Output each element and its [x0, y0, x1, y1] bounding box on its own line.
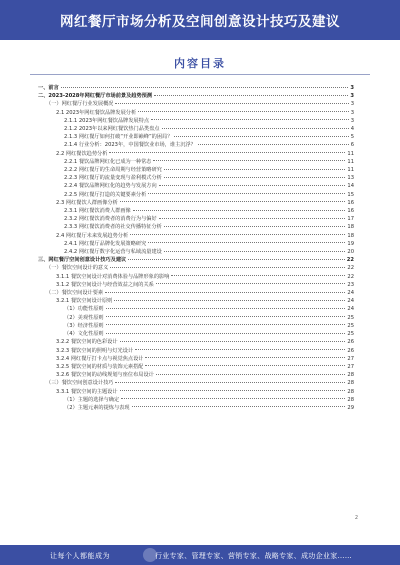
toc-entry-title: 2.2 网红餐饮趋势分析 — [56, 150, 108, 157]
toc-entry-page: 27 — [347, 363, 354, 370]
toc-entry-page: 14 — [347, 183, 354, 190]
toc-entry[interactable] — [38, 150, 354, 158]
toc-entry-page: 16 — [347, 199, 354, 206]
toc-entry-page: 20 — [347, 249, 354, 256]
toc-entry[interactable] — [38, 100, 354, 108]
toc-entry[interactable] — [38, 355, 354, 363]
toc-entry-title: （三）餐饮空间创意设计技巧 — [46, 380, 114, 387]
toc-leader-dots — [61, 87, 349, 88]
toc-top-rule — [30, 74, 370, 75]
toc-leader-dots — [162, 128, 349, 129]
footer-band — [0, 545, 400, 565]
toc-leader-dots — [154, 95, 348, 96]
toc-entry-page: 22 — [347, 273, 354, 280]
toc-entry-title: （1）功能性原则 — [64, 306, 104, 313]
toc-entry-page: 13 — [347, 175, 354, 182]
toc-leader-dots — [151, 119, 349, 120]
toc-entry[interactable] — [38, 117, 354, 125]
toc-entry[interactable] — [38, 256, 354, 264]
toc-entry-page: 22 — [347, 265, 354, 272]
toc-entry-title: 2.3.2 网红餐饮消费者的消费行为与偏好 — [64, 216, 157, 223]
toc-leader-dots — [148, 242, 345, 243]
toc-entry[interactable] — [38, 174, 354, 182]
toc-entry-title: 2.2.3 网红餐厅的流量变现与盈利模式分析 — [64, 175, 162, 182]
toc-entry[interactable] — [38, 125, 354, 133]
toc-entry-title: 2.1.2 2023年以来网红餐饮热门品类盘点 — [64, 126, 160, 133]
toc-entry-title: 3.2.4 网红餐厅打卡点与视觉焦点设计 — [56, 355, 144, 362]
footer-slogan: 让每个人都能成为 — [50, 552, 110, 560]
toc-entry[interactable] — [38, 396, 354, 404]
toc-leader-dots — [153, 160, 345, 161]
toc-entry-page: 23 — [347, 281, 354, 288]
toc-entry-title: 2.3.1 网红餐饮消费人群画像 — [64, 208, 131, 215]
toc-entry-page: 25 — [347, 331, 354, 338]
toc-leader-dots — [115, 382, 345, 383]
toc-entry[interactable] — [38, 158, 354, 166]
toc-entry-page: 28 — [347, 396, 354, 403]
toc-entry-title: （一）餐饮空间设计的意义 — [46, 265, 109, 272]
toc-entry-page: 11 — [347, 150, 354, 157]
toc-leader-dots — [106, 333, 346, 334]
toc-leader-dots — [174, 136, 348, 137]
toc-entry[interactable] — [38, 223, 354, 231]
toc-entry-page: 24 — [347, 290, 354, 297]
toc-leader-dots — [128, 259, 345, 260]
toc-entry[interactable] — [38, 404, 354, 412]
toc-leader-dots — [115, 103, 348, 104]
toc-entry[interactable] — [38, 297, 354, 305]
toc-leader-dots — [105, 292, 345, 293]
toc-entry-page: 25 — [347, 314, 354, 321]
toc-entry[interactable] — [38, 388, 354, 396]
toc-leader-dots — [145, 365, 345, 366]
toc-heading: 内容目录 — [174, 57, 226, 70]
toc-leader-dots — [145, 357, 345, 358]
toc-leader-dots — [120, 201, 346, 202]
toc-leader-dots — [133, 210, 346, 211]
toc-entry-page: 26 — [347, 347, 354, 354]
toc-entry-page: 4 — [350, 126, 354, 133]
toc-entry-title: 三、网红餐厅空间创意设计技巧及建议 — [38, 257, 127, 264]
toc-entry[interactable] — [38, 371, 354, 379]
toc-entry-title: 2.4.2 网红餐厅数字化运营与私域流量建设 — [64, 249, 162, 256]
toc-leader-dots — [106, 308, 346, 309]
footer-tagline: 行业专家、管理专家、营销专家、战略专家、成功企业家…… — [155, 552, 353, 560]
toc-entry-title: （一）网红餐厅行业发展概况 — [46, 101, 114, 108]
toc-entry-title: 3.3.1 餐饮空间的主题设计 — [56, 388, 118, 395]
toc-entry[interactable] — [38, 141, 354, 149]
toc-entry[interactable] — [38, 182, 354, 190]
toc-leader-dots — [110, 267, 345, 268]
toc-entry[interactable] — [38, 133, 354, 141]
toc-leader-dots — [130, 234, 345, 235]
toc-leader-dots — [106, 316, 346, 317]
toc-leader-dots — [198, 144, 349, 145]
toc-entry-page: 18 — [347, 232, 354, 239]
toc-entry[interactable] — [38, 84, 354, 92]
toc-entry[interactable] — [38, 338, 354, 346]
document-title: 网红餐厅市场分析及空间创意设计技巧及建议 — [60, 14, 340, 30]
toc-entry-title: 3.2.3 餐饮空间的照明与灯光设计 — [56, 347, 134, 354]
toc-leader-dots — [114, 300, 345, 301]
toc-entry-title: 3.2.1 餐饮空间设计原则 — [56, 298, 113, 305]
toc-entry-page: 11 — [347, 167, 354, 174]
toc-entry-page: 27 — [347, 355, 354, 362]
toc-entry[interactable] — [38, 109, 354, 117]
toc-leader-dots — [156, 374, 346, 375]
toc-entry[interactable] — [38, 281, 354, 289]
toc-entry[interactable] — [38, 305, 354, 313]
toc-entry-page: 5 — [350, 134, 354, 141]
toc-entry[interactable] — [38, 191, 354, 199]
toc-entry-page: 18 — [347, 224, 354, 231]
toc-leader-dots — [109, 152, 345, 153]
toc-entry-page: 11 — [347, 158, 354, 165]
toc-entry[interactable] — [38, 363, 354, 371]
toc-entry[interactable] — [38, 248, 354, 256]
toc-entry-page: 15 — [347, 191, 354, 198]
toc-entry-title: 3.2.2 餐饮空间的色彩设计 — [56, 339, 118, 346]
toc-leader-dots — [164, 169, 346, 170]
toc-entry-title: 2.2.1 餐饮品牌网红化已成为一种常态 — [64, 158, 152, 165]
toc-entry[interactable] — [38, 322, 354, 330]
toc-leader-dots — [171, 275, 345, 276]
toc-entry-page: 28 — [347, 380, 354, 387]
toc-entry-page: 6 — [350, 142, 354, 149]
toc-entry-title: 2.1.4 行业分析：2023年，中国餐饮业市场，谁主沉浮？ — [64, 142, 196, 149]
toc-entry-title: （2）主题元素的提炼与表现 — [64, 404, 130, 411]
toc-entry[interactable] — [38, 207, 354, 215]
toc-entry-page: 17 — [347, 216, 354, 223]
page-number: 2 — [354, 515, 358, 521]
toc-leader-dots — [159, 218, 346, 219]
toc-leader-dots — [148, 193, 345, 194]
toc-entry[interactable] — [38, 347, 354, 355]
toc-entry-page: 19 — [347, 240, 354, 247]
toc-leader-dots — [156, 283, 346, 284]
toc-entry-title: 3.2.5 餐饮空间的材质与装饰元素搭配 — [56, 363, 144, 370]
toc-entry-page: 28 — [347, 388, 354, 395]
toc-entry-page: 22 — [346, 257, 354, 264]
toc-entry[interactable] — [38, 289, 354, 297]
toc-entry[interactable] — [38, 92, 354, 100]
toc-entry-page: 29 — [347, 404, 354, 411]
toc-leader-dots — [132, 406, 346, 407]
header-band — [0, 0, 400, 40]
toc-entry-title: 3.1.2 餐饮空间设计与经营效益之间的关系 — [56, 281, 154, 288]
toc-entry-title: 2.2.4 餐饮品牌网红化的趋势与发展方向 — [64, 183, 157, 190]
table-of-contents — [38, 84, 354, 412]
toc-entry[interactable] — [38, 379, 354, 387]
toc-entry[interactable] — [38, 273, 354, 281]
toc-entry-title: 2.1 2023年网红餐饮品牌发展分析 — [56, 109, 137, 116]
toc-entry-title: 2.1.1 2023年网红餐饮品牌发展特点 — [64, 117, 150, 124]
toc-entry-page: 3 — [350, 109, 354, 116]
toc-leader-dots — [135, 349, 345, 350]
toc-entry-title: 2.4 网红餐厅未来发展趋势分析 — [56, 232, 129, 239]
toc-entry-title: 2.3 网红餐饮人群画像分析 — [56, 199, 118, 206]
toc-entry-title: （1）主题的选择与确定 — [64, 396, 120, 403]
toc-leader-dots — [121, 398, 345, 399]
toc-entry-title: （3）经济性原则 — [64, 322, 104, 329]
toc-entry-page: 26 — [347, 339, 354, 346]
toc-leader-dots — [106, 324, 346, 325]
toc-entry-title: 3.2.6 餐饮空间的动线规划与座位布局设计 — [56, 372, 154, 379]
toc-entry[interactable] — [38, 232, 354, 240]
toc-entry-page: 24 — [347, 298, 354, 305]
toc-entry-page: 28 — [347, 372, 354, 379]
toc-entry[interactable] — [38, 215, 354, 223]
toc-entry-title: 一、前言 — [38, 85, 59, 91]
toc-entry-page: 3 — [350, 93, 354, 100]
toc-leader-dots — [138, 111, 349, 112]
toc-entry-page: 3 — [350, 101, 354, 108]
toc-entry-title: 2.2.5 网红餐厅打造的关键要素分析 — [64, 191, 147, 198]
toc-leader-dots — [164, 226, 346, 227]
toc-entry-title: 2.4.1 网红餐厅品牌化发展策略研究 — [64, 240, 147, 247]
toc-entry[interactable] — [38, 166, 354, 174]
toc-entry-title: 二、2023-2028年网红餐厅市场前景及趋势预测 — [38, 93, 153, 100]
toc-entry-page: 24 — [347, 306, 354, 313]
toc-leader-dots — [164, 177, 346, 178]
toc-leader-dots — [120, 390, 346, 391]
toc-entry[interactable] — [38, 314, 354, 322]
toc-entry[interactable] — [38, 264, 354, 272]
toc-entry-page: 25 — [347, 322, 354, 329]
toc-leader-dots — [159, 185, 346, 186]
toc-entry-title: （2）美观性原则 — [64, 314, 104, 321]
toc-entry-title: 2.2.2 网红餐厅的生命周期与经营策略研究 — [64, 167, 162, 174]
toc-leader-dots — [164, 251, 346, 252]
toc-entry-page: 3 — [350, 117, 354, 124]
toc-entry-title: 2.3.3 网红餐饮消费者的社交传播特征分析 — [64, 224, 162, 231]
toc-entry[interactable] — [38, 330, 354, 338]
toc-entry-title: （4）文化性原则 — [64, 331, 104, 338]
toc-entry-page: 3 — [350, 85, 354, 91]
toc-entry-title: （二）餐饮空间设计要素 — [46, 290, 104, 297]
toc-entry[interactable] — [38, 240, 354, 248]
toc-entry-page: 16 — [347, 208, 354, 215]
toc-entry[interactable] — [38, 199, 354, 207]
toc-entry-title: 3.1.1 餐饮空间设计对消费体验与品牌形象的影响 — [56, 273, 170, 280]
toc-entry-title: 2.1.3 网红餐厅如何打破“开业即巅峰”的困局？ — [64, 134, 173, 141]
toc-leader-dots — [120, 341, 346, 342]
